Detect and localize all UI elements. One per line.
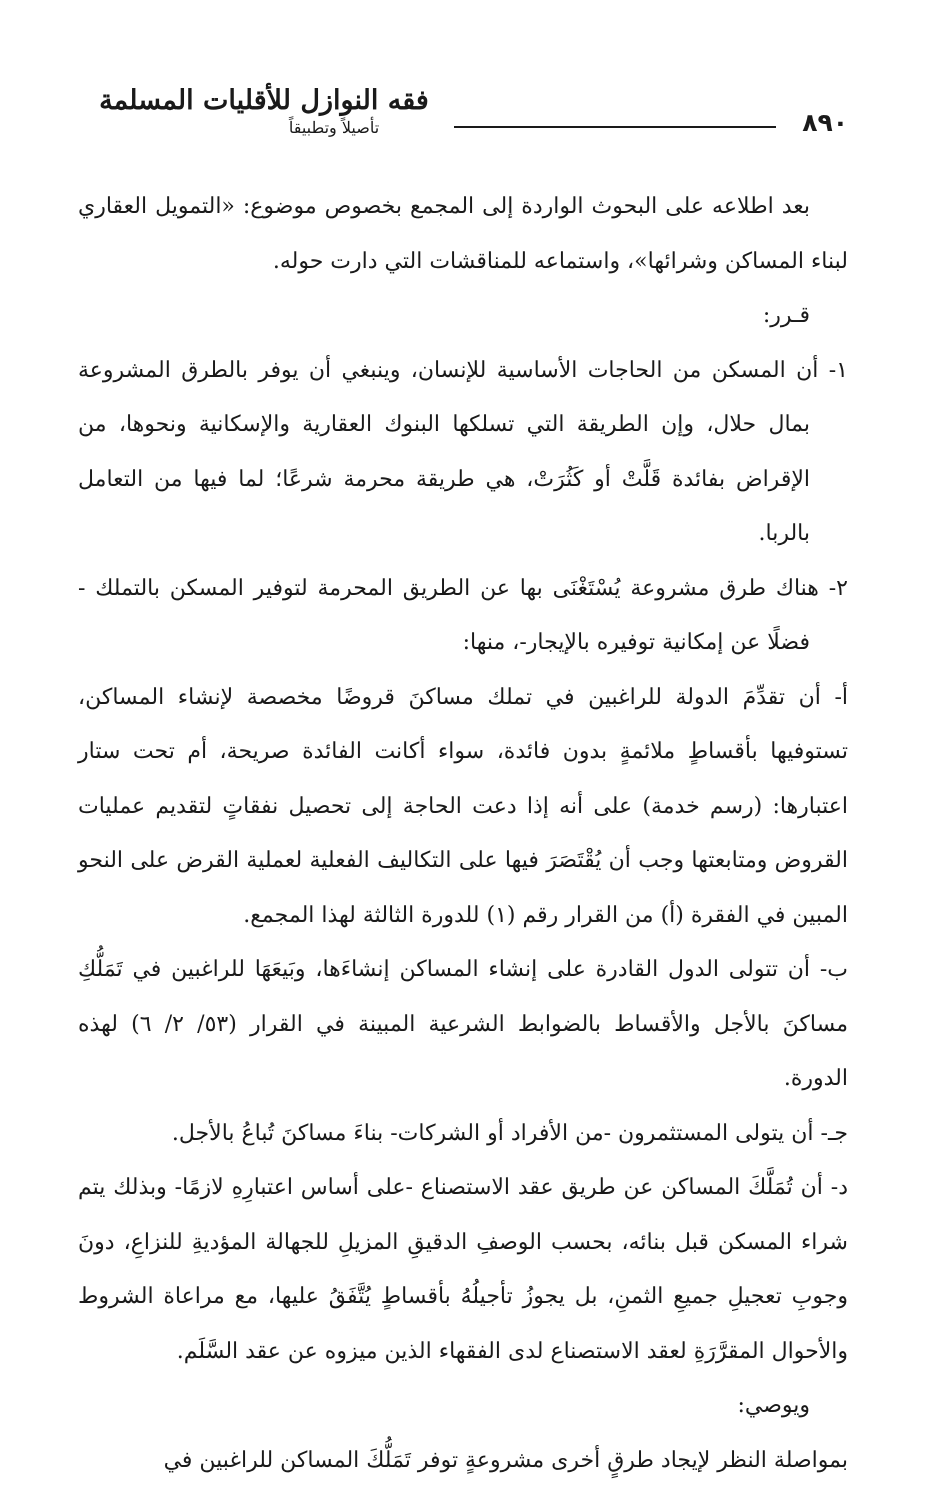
book-subtitle: تأصيلاً وتطبيقاً (84, 118, 444, 138)
book-title: فقه النوازل للأقليات المسلمة (84, 84, 444, 118)
decision-item-1: ١- أن المسكن من الحاجات الأساسية للإنسان، وينبغي أن يوفر بالطرق المشروعة بمال حلال، وإن الطريقة التي تسلكها البنوك العقارية والإسكانية ونحوها، من الإقراض بفائدة قَلَّتْ أو كَثُرَتْ، هي طريقة محرمة شرعًا؛ لما فيها من التعامل بالربا. (78, 344, 848, 562)
decision-item-2: ٢- هناك طرق مشروعة يُسْتَغْنَى بها عن الطريق المحرمة لتوفير المسكن بالتملك - فضلًا عن إمكانية توفيره بالإيجار-، منها: (78, 562, 848, 671)
running-header (78, 78, 848, 148)
page-number: ٨٩٠ (802, 108, 848, 137)
header-rule (454, 126, 776, 128)
book-title-logo (84, 84, 444, 144)
recommends-heading: ويوصي: (78, 1379, 848, 1434)
intro-paragraph: بعد اطلاعه على البحوث الواردة إلى المجمع بخصوص موضوع: «التمويل العقاري لبناء المساكن وشرائها»، واستماعه للمناقشات التي دارت حوله. (78, 180, 848, 289)
decided-heading: قـرر: (78, 289, 848, 344)
decision-item-2c: جـ- أن يتولى المستثمرون -من الأفراد أو الشركات- بناءَ مساكنَ تُباعُ بالأجل. (78, 1107, 848, 1162)
decision-item-2a: أ- أن تقدِّمَ الدولة للراغبين في تملك مساكنَ قروضًا مخصصة لإنشاء المساكن، تستوفيها بأقساطٍ ملائمةٍ بدون فائدة، سواء أكانت الفائدة صريحة، أم تحت ستار اعتبارها: (رسم خدمة) على أنه إذا دعت الحاجة إلى تحصيل نفقاتٍ لتقديم عمليات القروض ومتابعتها وجب أن يُقْتَصَرَ فيها على التكاليف الفعلية لعملية القرض على النحو المبين في الفقرة (أ) من القرار رقم (١) للدورة الثالثة لهذا المجمع. (78, 671, 848, 944)
closing-paragraph: بمواصلة النظر لإيجاد طرقٍ أخرى مشروعةٍ توفر تَمَلُّكَ المساكن للراغبين في (78, 1434, 848, 1488)
page-body (78, 180, 848, 1488)
decision-item-2b: ب- أن تتولى الدول القادرة على إنشاء المساكن إنشاءَها، وبَيعَهَا للراغبين في تَمَلُّكِ مساكنَ بالأجل والأقساط بالضوابط الشرعية المبينة في القرار (٥٣/ ٢/ ٦) لهذه الدورة. (78, 943, 848, 1107)
decision-item-2d: د- أن تُمَلَّكَ المساكن عن طريق عقد الاستصناع -على أساس اعتبارِهِ لازمًا- وبذلك يتم شراء المسكن قبل بنائه، بحسب الوصفِ الدقيقِ المزيلِ للجهالة المؤديةِ للنزاعِ، دونَ وجوبِ تعجيلِ جميعِ الثمنِ، بل يجوزُ تأجيلُهُ بأقساطٍ يُتَّفَقُ عليها، مع مراعاة الشروط والأحوال المقرَّرَةِ لعقد الاستصناع لدى الفقهاء الذين ميزوه عن عقد السَّلَم. (78, 1161, 848, 1379)
